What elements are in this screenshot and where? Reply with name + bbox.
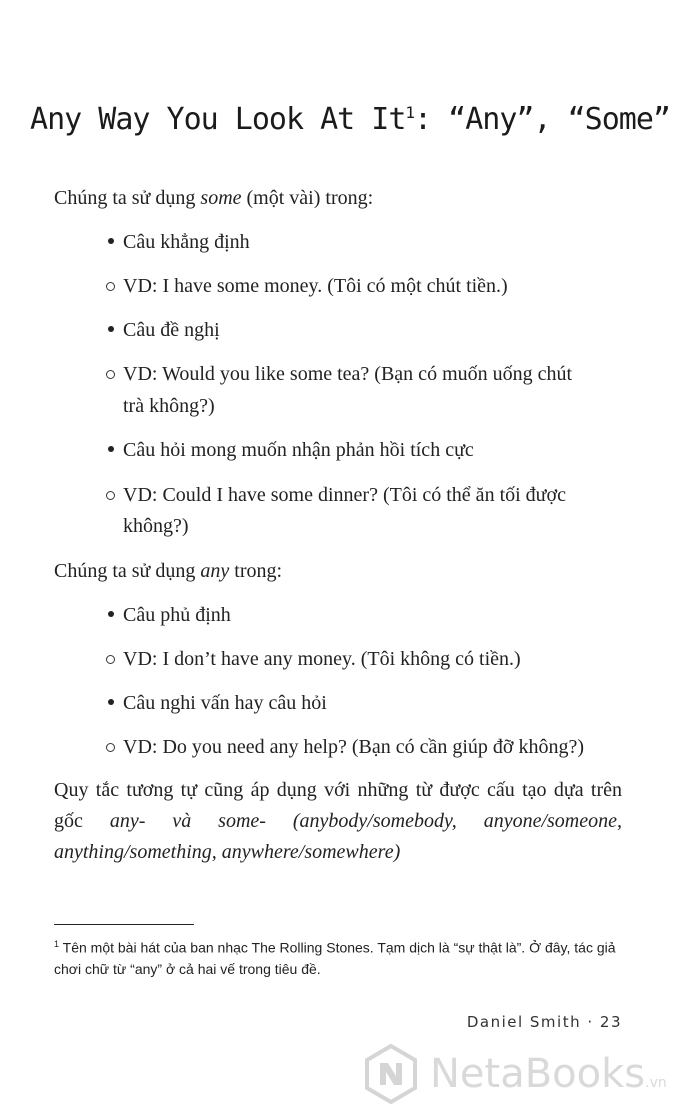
list-item-text: Câu phủ định [123, 604, 231, 626]
footnote-number: 1 [54, 939, 60, 949]
list-item [106, 320, 220, 340]
bullet-icon [108, 238, 114, 244]
any-keyword: any [200, 560, 230, 582]
watermark-brand [430, 1051, 667, 1097]
example-item-text: VD: I have some money. (Tôi có một chút tiền.) [123, 275, 508, 297]
footnote-divider [54, 924, 194, 925]
title-main: Any Way You Look At It [30, 102, 406, 137]
footnote-text: Tên một bài hát của ban nhạc The Rolling Stones. Tạm dịch là “sự thật là”. Ở đây, tác giả chơi chữ từ “any” ở cả hai vế trong tiêu đề. [54, 939, 616, 977]
hexagon-logo-icon [360, 1043, 422, 1105]
circle-bullet-icon [106, 655, 115, 664]
some-intro-prefix: Chúng ta sử dụng [54, 187, 201, 209]
some-intro [54, 188, 373, 208]
any-intro [54, 561, 282, 581]
list-item [106, 605, 231, 625]
title-rest: : “Any”, “Some” [414, 102, 670, 137]
example-item-text: VD: Do you need any help? (Bạn có cần giúp đỡ không?) [123, 736, 585, 758]
page-footer: Daniel Smith · 23 [466, 1013, 622, 1031]
example-item-text: VD: Could I have some dinner? (Tôi có thể ăn tối được [123, 484, 566, 506]
circle-bullet-icon [106, 743, 115, 752]
list-item-text: Câu nghi vấn hay câu hỏi [123, 692, 327, 714]
example-item [106, 649, 521, 669]
bullet-icon [108, 326, 114, 332]
any-intro-prefix: Chúng ta sử dụng [54, 560, 201, 582]
title-footnote-ref: 1 [405, 103, 415, 122]
some-intro-suffix: (một vài) trong: [241, 187, 374, 209]
example-item [106, 364, 572, 384]
page-title [0, 102, 700, 137]
example-item-continuation: không?) [123, 515, 189, 537]
example-item-continuation: trà không?) [123, 395, 215, 417]
closing-plain-text: Quy tắc tương tự cũng áp dụng với những từ được cấu tạo dựa trên gốc [54, 779, 622, 832]
example-item-text: VD: I don’t have any money. (Tôi không có tiền.) [123, 648, 521, 670]
bullet-icon [108, 699, 114, 705]
watermark-brand-name: NetaBooks [430, 1051, 646, 1097]
list-item-text: Câu đề nghị [123, 319, 220, 341]
example-item [106, 737, 584, 757]
closing-paragraph [54, 775, 622, 868]
any-intro-suffix: trong: [229, 560, 283, 582]
watermark-brand-suffix: .vn [645, 1075, 667, 1091]
circle-bullet-icon [106, 282, 115, 291]
footnote [54, 934, 634, 980]
bullet-icon [108, 611, 114, 617]
list-item [106, 440, 474, 460]
example-item-text: VD: Would you like some tea? (Bạn có muốn uống chút [123, 363, 573, 385]
watermark-logo [360, 1043, 690, 1105]
circle-bullet-icon [106, 491, 115, 500]
list-item-text: Câu hỏi mong muốn nhận phản hồi tích cực [123, 439, 474, 461]
list-item [106, 232, 250, 252]
list-item-text: Câu khẳng định [123, 231, 250, 253]
some-keyword: some [200, 187, 242, 209]
bullet-icon [108, 446, 114, 452]
closing-italic-text: any- và some- (anybody/somebody, anyone/someone, anything/something, anywhere/somewhere) [54, 810, 622, 863]
example-item [106, 276, 508, 296]
example-item [106, 485, 566, 505]
list-item [106, 693, 327, 713]
circle-bullet-icon [106, 370, 115, 379]
